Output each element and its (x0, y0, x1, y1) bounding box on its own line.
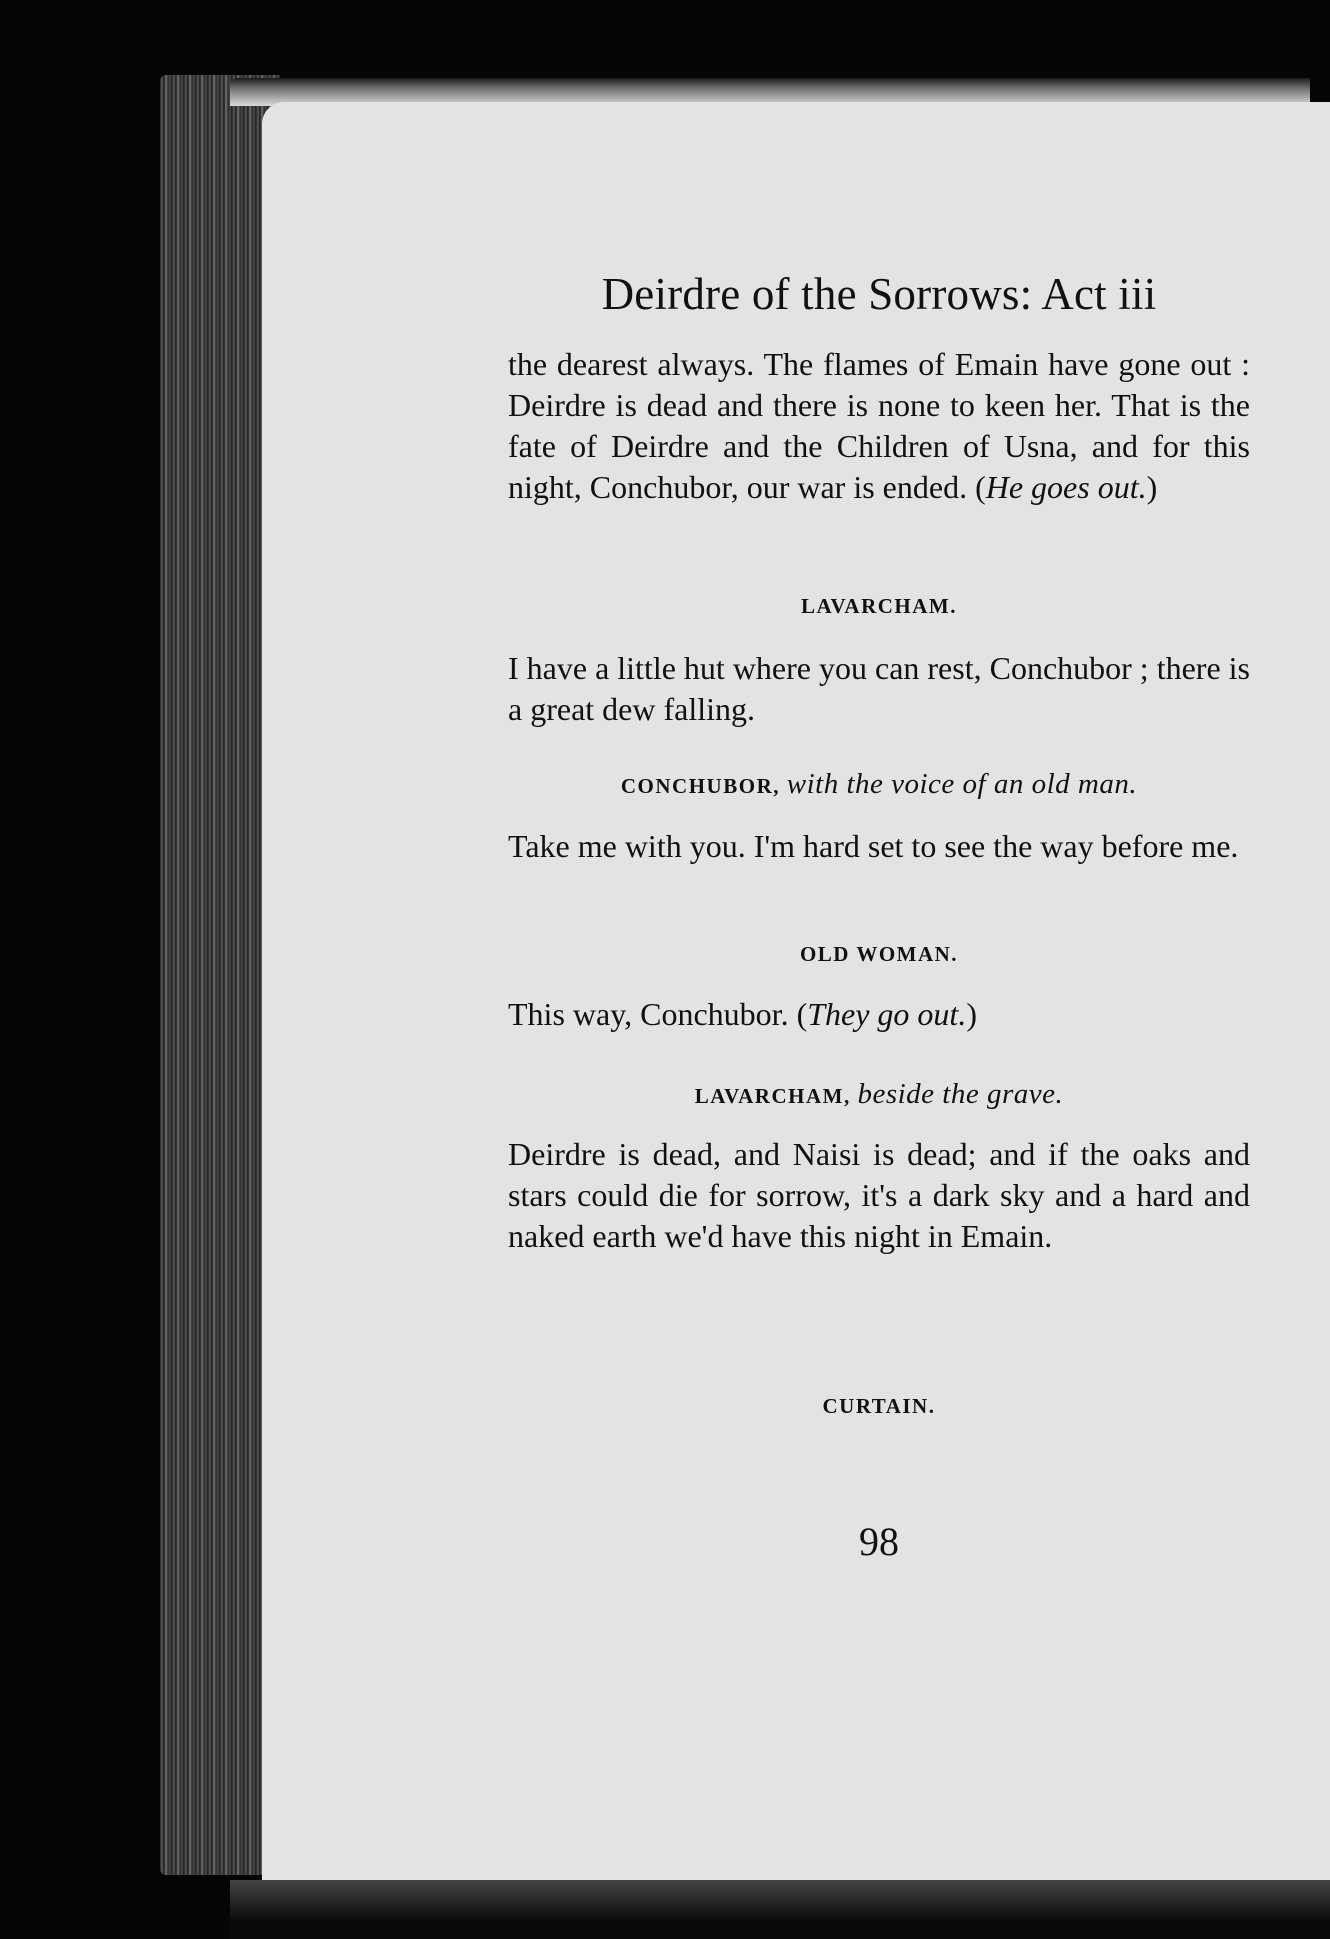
speaker-conchubor (508, 768, 1250, 801)
paragraph-4-text: This way, Conchubor. (508, 996, 789, 1032)
stage-direction-4: (They go out.) (796, 996, 977, 1032)
page-number: 98 (859, 1519, 899, 1564)
paragraph-3: Take me with you. I'm hard set to see the way before me. (508, 828, 1239, 864)
paragraph-4 (508, 994, 1250, 1035)
speaker-lavarcham-grave (508, 1078, 1250, 1111)
speaker-lavarcham: LAVARCHAM. (801, 594, 957, 618)
running-head: Deirdre of the Sorrows: Act iii (601, 269, 1157, 319)
speaker-old-woman: OLD WOMAN. (799, 942, 959, 966)
speaker-conchubor-name: CONCHUBOR, (620, 774, 780, 798)
curtain-label: CURTAIN. (822, 1394, 936, 1418)
speaker-lavarcham-grave-name: LAVARCHAM, (694, 1084, 851, 1108)
speaker-lavarcham-grave-direction: beside the grave. (857, 1078, 1064, 1110)
speaker-conchubor-direction: with the voice of an old man. (786, 768, 1138, 800)
paragraph-2: I have a little hut where you can rest, Conchubor ; there is a great dew falling. (508, 650, 1250, 727)
paragraph-5: Deirdre is dead, and Naisi is dead; and if the oaks and stars could die for sorrow, it's a dark sky and a hard and naked earth we'd have this night in Emain. (508, 1136, 1250, 1254)
paragraph-1-text: the dearest always. The flames of Emain have gone out : Deirdre is dead and there is none to keen her. That is the fate of Deirdre and the Children of Usna, and for this night, Conchubor, our war is ended. (508, 346, 1250, 505)
paragraph-1 (508, 344, 1250, 508)
book-bottom-edge (230, 1880, 1330, 1939)
stage-direction-1: (He goes out.) (975, 469, 1158, 505)
